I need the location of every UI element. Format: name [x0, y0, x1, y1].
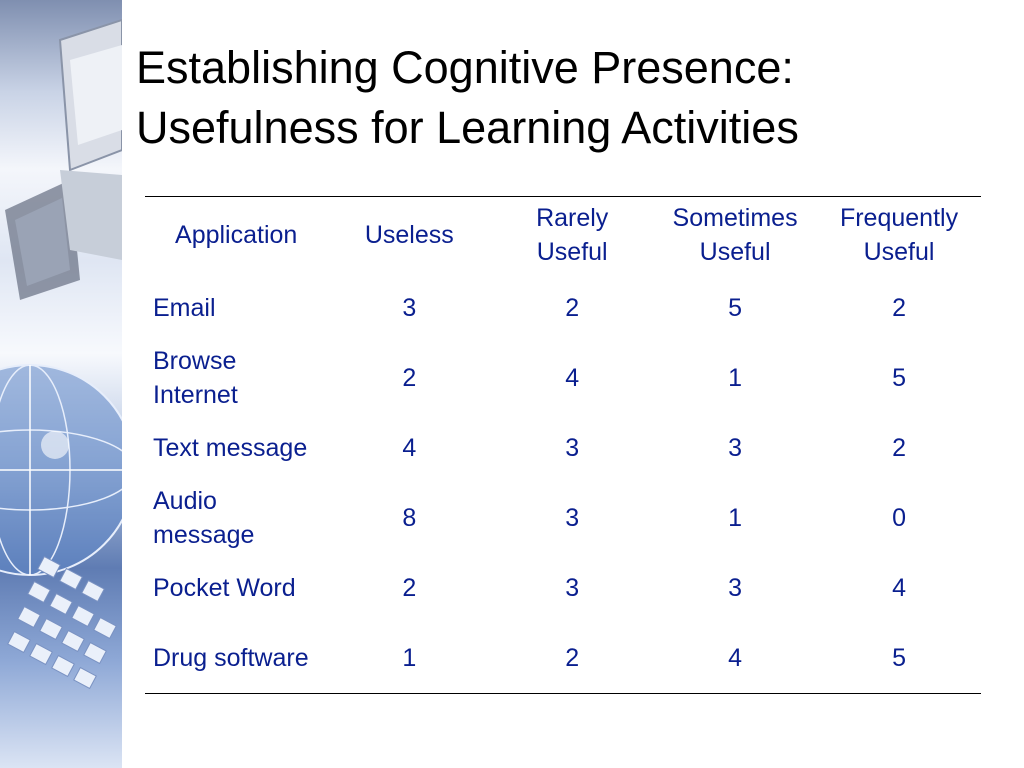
- rarely-useful-cell: 2: [565, 644, 580, 672]
- column-header-sometimes-useful: Sometimes Useful: [672, 204, 798, 266]
- rarely-useful-cell: 2: [565, 294, 580, 322]
- table-row: [145, 273, 981, 343]
- sometimes-useful-cell: 1: [728, 364, 743, 392]
- frequently-useful-cell: 2: [892, 434, 906, 462]
- application-cell: Browse Internet: [153, 347, 238, 409]
- column-header-rarely-useful: Rarely Useful: [536, 204, 609, 266]
- technology-collage-graphic: [0, 0, 122, 768]
- useless-cell: 4: [402, 434, 417, 462]
- table-row: [145, 413, 981, 483]
- frequently-useful-cell: 2: [892, 294, 906, 322]
- sometimes-useful-cell: 3: [728, 434, 743, 462]
- application-cell: Audio message: [153, 487, 255, 549]
- useless-cell: 1: [402, 644, 417, 672]
- frequently-useful-cell: 5: [892, 644, 906, 672]
- rarely-useful-cell: 3: [565, 504, 580, 532]
- sometimes-useful-cell: 5: [728, 294, 743, 322]
- useless-cell: 8: [402, 504, 417, 532]
- rarely-useful-cell: 4: [565, 364, 580, 392]
- decorative-side-image: [0, 0, 122, 768]
- slide-title: Establishing Cognitive Presence: Usefulness for Learning Activities: [136, 42, 799, 153]
- column-header-useless: Useless: [364, 221, 454, 249]
- column-header-application: Application: [175, 221, 298, 249]
- sometimes-useful-cell: 4: [728, 644, 743, 672]
- frequently-useful-cell: 4: [892, 574, 906, 602]
- table-row: [145, 483, 981, 553]
- sometimes-useful-cell: 1: [728, 504, 743, 532]
- table-row: [145, 623, 981, 694]
- table-row: [145, 343, 981, 413]
- application-cell: Email: [153, 294, 216, 322]
- sometimes-useful-cell: 3: [728, 574, 743, 602]
- application-cell: Text message: [153, 434, 308, 462]
- frequently-useful-cell: 0: [892, 504, 906, 532]
- useless-cell: 2: [402, 574, 417, 602]
- application-cell: Pocket Word: [153, 574, 296, 602]
- column-header-frequently-useful: Frequently Useful: [839, 204, 959, 266]
- useless-cell: 3: [402, 294, 417, 322]
- rarely-useful-cell: 3: [565, 434, 580, 462]
- useless-cell: 2: [402, 364, 417, 392]
- usefulness-table: [145, 196, 981, 694]
- application-cell: Drug software: [153, 644, 309, 672]
- frequently-useful-cell: 5: [892, 364, 906, 392]
- table-row: [145, 553, 981, 623]
- table-header-row: [145, 197, 981, 274]
- rarely-useful-cell: 3: [565, 574, 580, 602]
